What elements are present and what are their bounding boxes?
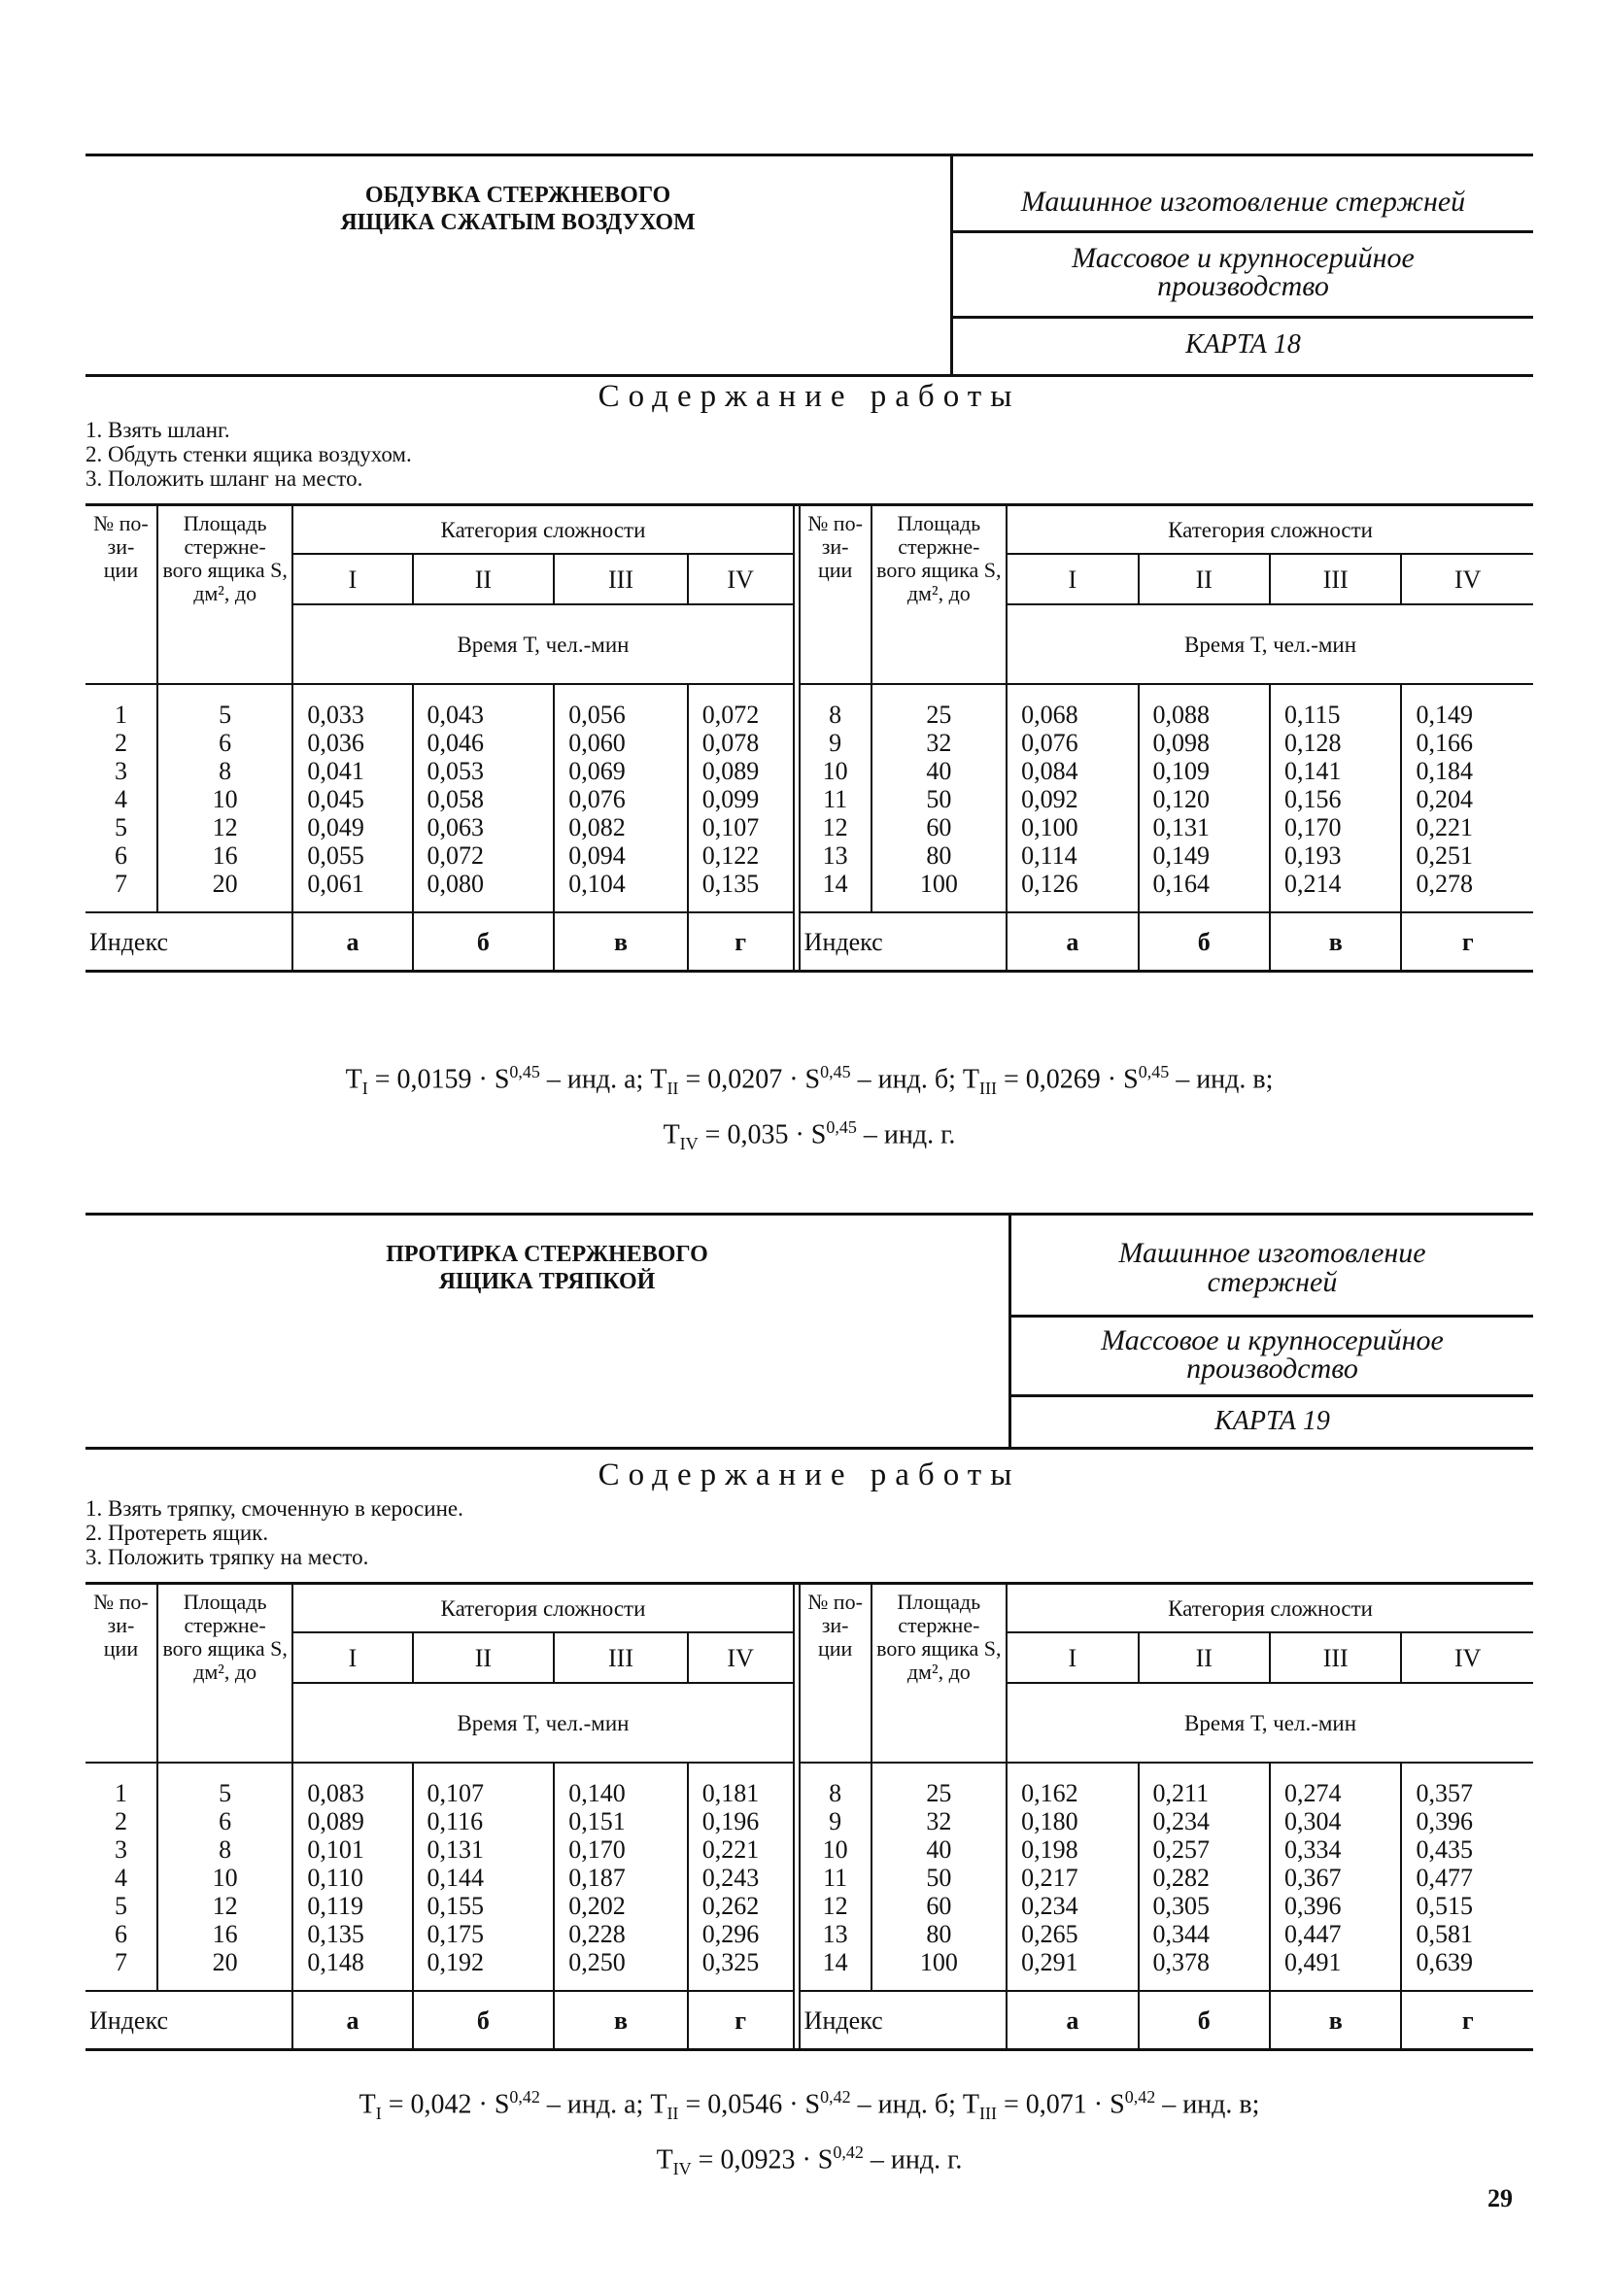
divider <box>1011 1394 1533 1397</box>
position-number: 3 <box>114 757 127 785</box>
time-value: 0,334 <box>1284 1835 1342 1864</box>
category-label: IV <box>688 554 794 604</box>
time-value: 0,114 <box>1021 841 1077 870</box>
area-value: 10 <box>212 1864 238 1892</box>
area-value: 6 <box>219 1807 232 1835</box>
time-value: 0,639 <box>1416 1948 1473 1976</box>
area-value: 100 <box>919 1948 958 1976</box>
time-value: 0,202 <box>568 1892 626 1920</box>
category-label: II <box>1139 554 1270 604</box>
coefficient: 0,035 <box>727 1119 789 1150</box>
time-value: 0,131 <box>427 1835 485 1864</box>
time-value: 0,196 <box>701 1807 760 1835</box>
time-value: 0,088 <box>1152 701 1211 729</box>
index-letter: в <box>1270 912 1401 972</box>
index-letter: г <box>735 927 747 956</box>
card-title <box>85 182 950 236</box>
index-ref: инд. г. <box>883 1119 956 1150</box>
time-value: 0,211 <box>1152 1779 1210 1807</box>
area-value: 16 <box>212 1920 238 1948</box>
formula-subscript: II <box>666 2103 679 2123</box>
spec-line: стержней <box>1207 1266 1338 1298</box>
norms-table <box>85 503 1533 973</box>
time-value: 0,043 <box>427 701 485 729</box>
category-label: III <box>554 554 688 604</box>
position-number: 8 <box>829 1779 842 1807</box>
time-value: 0,109 <box>1152 757 1211 785</box>
position-number: 4 <box>114 785 127 813</box>
table-row <box>85 1763 1533 1991</box>
card-spec-block <box>950 156 1533 374</box>
time-value: 0,180 <box>1021 1807 1078 1835</box>
step-item: 2. Протереть ящик. <box>85 1521 269 1545</box>
area-value: 12 <box>212 813 238 841</box>
card-19 <box>85 1213 1533 2178</box>
time-value: 0,221 <box>1416 813 1473 841</box>
work-steps <box>85 418 412 491</box>
index-ref: инд. в; <box>1182 2089 1260 2120</box>
time-value: 0,447 <box>1284 1920 1342 1948</box>
time-value: 0,581 <box>1416 1920 1473 1948</box>
time-value: 0,198 <box>1021 1835 1078 1864</box>
time-value: 0,061 <box>307 870 364 898</box>
exponent: 0,42 <box>833 2142 864 2162</box>
area-value: 32 <box>926 729 952 757</box>
time-value: 0,099 <box>701 785 760 813</box>
category-label: II <box>1139 1632 1270 1683</box>
col-header-area: Площадь стержне- вого ящика S, дм², до <box>157 1584 293 1764</box>
card-header <box>85 154 1533 377</box>
work-heading: Содержание работы <box>598 1457 1021 1492</box>
position-number: 2 <box>114 729 127 757</box>
time-value: 0,089 <box>307 1807 364 1835</box>
area-value: 6 <box>219 729 232 757</box>
col-header-category: Категория сложности <box>292 1584 793 1633</box>
index-ref: инд. б; <box>877 2089 956 2120</box>
exponent: 0,45 <box>1138 1062 1170 1081</box>
formula-subscript: I <box>375 2103 382 2123</box>
time-value: 0,515 <box>1416 1892 1473 1920</box>
time-value: 0,119 <box>307 1892 363 1920</box>
col-header-category: Категория сложности <box>1007 505 1533 555</box>
exponent: 0,42 <box>509 2087 540 2107</box>
step-item: 1. Взять шланг. <box>85 418 230 442</box>
time-value: 0,140 <box>568 1779 626 1807</box>
time-value: 0,262 <box>701 1892 760 1920</box>
time-value: 0,141 <box>1284 757 1342 785</box>
position-number: 5 <box>114 813 127 841</box>
step-item: 3. Положить тряпку на место. <box>85 1545 369 1569</box>
time-value: 0,214 <box>1284 870 1342 898</box>
time-value: 0,204 <box>1416 785 1473 813</box>
position-number: 1 <box>114 701 127 729</box>
area-value: 50 <box>926 1864 952 1892</box>
time-value: 0,089 <box>701 757 760 785</box>
time-unit-label: Время Т, чел.-мин <box>457 1710 630 1735</box>
time-value: 0,170 <box>568 1835 626 1864</box>
coefficient: 0,071 <box>1025 2089 1087 2120</box>
time-value: 0,056 <box>568 701 626 729</box>
exponent: 0,42 <box>1124 2087 1156 2107</box>
position-number: 7 <box>114 1948 127 1976</box>
formula-block <box>85 1052 1533 1163</box>
work-heading: Содержание работы <box>598 379 1021 414</box>
time-value: 0,234 <box>1152 1807 1211 1835</box>
time-value: 0,148 <box>307 1948 364 1976</box>
card-number: КАРТА 19 <box>1214 1406 1330 1436</box>
time-value: 0,251 <box>1416 841 1473 870</box>
time-value: 0,045 <box>307 785 364 813</box>
position-number: 13 <box>822 841 848 870</box>
formula-line: $T_{IV} = 0,0923 \cdot S^{0,42}$ – инд. г. <box>656 2142 963 2178</box>
exponent: 0,45 <box>509 1062 540 1081</box>
index-letter: а <box>1007 1991 1138 2050</box>
area-value: 50 <box>926 785 952 813</box>
time-value: 0,274 <box>1284 1779 1342 1807</box>
time-value: 0,033 <box>307 701 364 729</box>
step-item: 2. Обдуть стенки ящика воздухом. <box>85 442 412 466</box>
time-value: 0,053 <box>427 757 485 785</box>
col-header-category: Категория сложности <box>1007 1584 1533 1633</box>
index-label: Индекс <box>85 912 292 972</box>
col-header-position: № по- зи- ции <box>85 1584 157 1764</box>
time-value: 0,325 <box>701 1948 760 1976</box>
card-number: КАРТА 18 <box>1185 329 1301 360</box>
time-value: 0,435 <box>1416 1835 1473 1864</box>
position-number: 12 <box>822 813 848 841</box>
time-value: 0,041 <box>307 757 364 785</box>
area-value: 16 <box>212 841 238 870</box>
index-letter: г <box>735 2005 747 2035</box>
index-label: Индекс <box>800 1991 1007 2050</box>
time-value: 0,131 <box>1152 813 1211 841</box>
coefficient: 0,0546 <box>707 2089 783 2120</box>
time-value: 0,063 <box>427 813 485 841</box>
time-value: 0,187 <box>568 1864 626 1892</box>
area-value: 25 <box>926 1779 952 1807</box>
spec-production-scale: Массовое и крупносерийное производство <box>1101 1324 1444 1385</box>
time-value: 0,181 <box>701 1779 760 1807</box>
time-value: 0,291 <box>1021 1948 1078 1976</box>
formula-subscript: I <box>361 1078 368 1098</box>
col-header-position: № по- зи- ции <box>800 505 871 685</box>
time-unit-label: Время Т, чел.-мин <box>1184 1710 1357 1735</box>
area-value: 60 <box>926 1892 952 1920</box>
area-value: 80 <box>926 841 952 870</box>
position-number: 9 <box>829 1807 842 1835</box>
time-value: 0,128 <box>1284 729 1342 757</box>
time-value: 0,243 <box>701 1864 760 1892</box>
col-header-area: Площадь стержне- вого ящика S, дм², до <box>871 1584 1008 1764</box>
area-value: 20 <box>212 870 238 898</box>
coefficient: 0,042 <box>410 2089 472 2120</box>
time-value: 0,193 <box>1284 841 1342 870</box>
time-value: 0,305 <box>1152 1892 1211 1920</box>
formula-line: $T_I = 0,0159 \cdot S^{0,45}$ – инд. а; $T_{II} = 0,0207 \cdot S^{0,45}$ – инд. б; $T_{III} = 0,0269 \cdot S^{0,45}$ – инд. в; <box>345 1062 1274 1098</box>
time-value: 0,069 <box>568 757 626 785</box>
time-value: 0,135 <box>307 1920 364 1948</box>
time-value: 0,072 <box>701 701 760 729</box>
time-value: 0,156 <box>1284 785 1342 813</box>
time-value: 0,304 <box>1284 1807 1342 1835</box>
area-value: 80 <box>926 1920 952 1948</box>
time-value: 0,135 <box>701 870 760 898</box>
area-value: 25 <box>926 701 952 729</box>
title-line: ОБДУВКА СТЕРЖНЕВОГО <box>364 183 671 208</box>
area-value: 40 <box>926 1835 952 1864</box>
area-value: 20 <box>212 1948 238 1976</box>
page-number: 29 <box>1487 2184 1513 2212</box>
title-line: ЯЩИКА СЖАТЫМ ВОЗДУХОМ <box>340 210 696 235</box>
position-number: 7 <box>114 870 127 898</box>
index-ref: инд. а; <box>566 2089 644 2120</box>
title-line: ПРОТИРКА СТЕРЖНЕВОГО <box>386 1242 708 1267</box>
time-value: 0,049 <box>307 813 364 841</box>
category-label: I <box>1007 1632 1138 1683</box>
index-ref: инд. б; <box>877 1064 956 1095</box>
category-label: I <box>1007 554 1138 604</box>
position-number: 8 <box>829 701 842 729</box>
divider <box>953 230 1533 233</box>
position-number: 9 <box>829 729 842 757</box>
area-value: 8 <box>219 1835 232 1864</box>
area-value: 5 <box>219 701 232 729</box>
coefficient: 0,0269 <box>1025 1064 1101 1095</box>
formula-line: $T_I = 0,042 \cdot S^{0,42}$ – инд. а; $T_{II} = 0,0546 \cdot S^{0,42}$ – инд. б; $T_{III} = 0,071 \cdot S^{0,42}$ – инд. в; <box>359 2087 1260 2123</box>
work-steps <box>85 1496 463 1569</box>
time-value: 0,170 <box>1284 813 1342 841</box>
category-label: I <box>292 554 412 604</box>
spec-production-type <box>1011 1239 1533 1297</box>
area-value: 12 <box>212 1892 238 1920</box>
time-value: 0,184 <box>1416 757 1473 785</box>
time-value: 0,250 <box>568 1948 626 1976</box>
time-value: 0,076 <box>568 785 626 813</box>
time-value: 0,122 <box>701 841 760 870</box>
time-value: 0,036 <box>307 729 364 757</box>
position-number: 14 <box>822 870 848 898</box>
position-number: 5 <box>114 1892 127 1920</box>
index-ref: инд. в; <box>1196 1064 1274 1095</box>
card-18 <box>85 154 1533 1153</box>
position-number: 3 <box>114 1835 127 1864</box>
category-label: III <box>1270 554 1401 604</box>
index-letter: а <box>1007 912 1138 972</box>
time-value: 0,060 <box>568 729 626 757</box>
index-ref: инд. а; <box>566 1064 644 1095</box>
index-letter: б <box>413 1991 555 2050</box>
time-value: 0,367 <box>1284 1864 1342 1892</box>
time-value: 0,378 <box>1152 1948 1211 1976</box>
time-value: 0,166 <box>1416 729 1473 757</box>
position-number: 6 <box>114 1920 127 1948</box>
time-value: 0,257 <box>1152 1835 1211 1864</box>
col-header-area: Площадь стержне- вого ящика S, дм², до <box>157 505 293 685</box>
time-value: 0,344 <box>1152 1920 1211 1948</box>
title-line: ЯЩИКА ТРЯПКОЙ <box>438 1269 656 1294</box>
time-value: 0,104 <box>568 870 626 898</box>
time-unit-label: Время Т, чел.-мин <box>1184 632 1357 657</box>
time-value: 0,107 <box>427 1779 485 1807</box>
position-number: 6 <box>114 841 127 870</box>
index-ref: инд. г. <box>890 2144 963 2176</box>
area-value: 40 <box>926 757 952 785</box>
col-header-area: Площадь стержне- вого ящика S, дм², до <box>871 505 1008 685</box>
position-number: 14 <box>822 1948 848 1976</box>
time-value: 0,058 <box>427 785 485 813</box>
formula-subscript: III <box>979 1078 997 1098</box>
area-value: 60 <box>926 813 952 841</box>
time-value: 0,234 <box>1021 1892 1078 1920</box>
step-item: 3. Положить шланг на место. <box>85 466 363 491</box>
position-number: 13 <box>822 1920 848 1948</box>
formula-line: $T_{IV} = 0,035 \cdot S^{0,45}$ – инд. г. <box>663 1116 956 1153</box>
time-value: 0,296 <box>701 1920 760 1948</box>
time-value: 0,072 <box>427 841 485 870</box>
time-value: 0,082 <box>568 813 626 841</box>
time-value: 0,164 <box>1152 870 1211 898</box>
time-value: 0,477 <box>1416 1864 1473 1892</box>
category-label: IV <box>688 1632 794 1683</box>
time-value: 0,149 <box>1416 701 1473 729</box>
time-value: 0,092 <box>1021 785 1078 813</box>
time-value: 0,217 <box>1021 1864 1078 1892</box>
position-number: 12 <box>822 1892 848 1920</box>
divider <box>1011 1315 1533 1318</box>
time-value: 0,084 <box>1021 757 1078 785</box>
time-value: 0,110 <box>307 1864 363 1892</box>
time-value: 0,144 <box>427 1864 485 1892</box>
time-value: 0,076 <box>1021 729 1078 757</box>
spec-production-type: Машинное изготовление стержней <box>1020 186 1466 218</box>
position-number: 1 <box>114 1779 127 1807</box>
position-number: 10 <box>822 757 848 785</box>
col-header-position: № по- зи- ции <box>800 1584 871 1764</box>
time-value: 0,101 <box>307 1835 364 1864</box>
formula-block <box>85 2077 1533 2188</box>
category-label: II <box>413 554 555 604</box>
time-value: 0,162 <box>1021 1779 1078 1807</box>
coefficient: 0,0207 <box>707 1064 783 1095</box>
area-value: 10 <box>212 785 238 813</box>
index-letter: г <box>1461 927 1474 956</box>
category-label: III <box>554 1632 688 1683</box>
card-title <box>85 1241 1008 1295</box>
category-label: II <box>413 1632 555 1683</box>
index-letter: б <box>413 912 555 972</box>
position-number: 4 <box>114 1864 127 1892</box>
index-letter: б <box>1139 1991 1270 2050</box>
time-unit-label: Время Т, чел.-мин <box>457 632 630 657</box>
col-header-position: № по- зи- ции <box>85 505 157 685</box>
position-number: 10 <box>822 1835 848 1864</box>
time-value: 0,278 <box>1416 870 1473 898</box>
index-label: Индекс <box>800 912 1007 972</box>
spec-production-scale: Массовое и крупносерийное производство <box>1072 242 1415 302</box>
index-letter: а <box>292 912 412 972</box>
card-header <box>85 1213 1533 1450</box>
index-letter: б <box>1139 912 1270 972</box>
time-value: 0,282 <box>1152 1864 1211 1892</box>
col-header-category: Категория сложности <box>292 505 793 555</box>
area-value: 8 <box>219 757 232 785</box>
index-letter: г <box>1461 2005 1474 2035</box>
formula-subscript: IV <box>679 1133 699 1153</box>
time-value: 0,055 <box>307 841 364 870</box>
time-value: 0,098 <box>1152 729 1211 757</box>
time-value: 0,265 <box>1021 1920 1078 1948</box>
time-value: 0,126 <box>1021 870 1078 898</box>
formula-subscript: IV <box>672 2158 692 2178</box>
area-value: 32 <box>926 1807 952 1835</box>
time-value: 0,080 <box>427 870 485 898</box>
formula-subscript: III <box>979 2103 997 2123</box>
coefficient: 0,0159 <box>396 1064 472 1095</box>
position-number: 2 <box>114 1807 127 1835</box>
time-value: 0,155 <box>427 1892 485 1920</box>
time-value: 0,228 <box>568 1920 626 1948</box>
time-value: 0,068 <box>1021 701 1078 729</box>
time-value: 0,116 <box>427 1807 484 1835</box>
category-label: IV <box>1401 1632 1533 1683</box>
step-item: 1. Взять тряпку, смоченную в керосине. <box>85 1496 463 1521</box>
index-letter: а <box>292 1991 412 2050</box>
exponent: 0,45 <box>826 1116 857 1137</box>
time-value: 0,115 <box>1284 701 1341 729</box>
time-value: 0,078 <box>701 729 760 757</box>
norms-table <box>85 1582 1533 2051</box>
time-value: 0,221 <box>701 1835 760 1864</box>
index-letter: в <box>1270 1991 1401 2050</box>
time-value: 0,357 <box>1416 1779 1473 1807</box>
time-value: 0,175 <box>427 1920 485 1948</box>
area-value: 5 <box>219 1779 232 1807</box>
time-value: 0,396 <box>1416 1807 1473 1835</box>
time-value: 0,120 <box>1152 785 1211 813</box>
time-value: 0,149 <box>1152 841 1211 870</box>
formula-subscript: II <box>666 1078 679 1098</box>
time-value: 0,491 <box>1284 1948 1342 1976</box>
time-value: 0,192 <box>427 1948 485 1976</box>
time-value: 0,107 <box>701 813 760 841</box>
position-number: 11 <box>823 1864 848 1892</box>
index-label: Индекс <box>85 1991 292 2050</box>
position-number: 11 <box>823 785 848 813</box>
time-value: 0,094 <box>568 841 626 870</box>
time-value: 0,100 <box>1021 813 1078 841</box>
time-value: 0,396 <box>1284 1892 1342 1920</box>
exponent: 0,42 <box>820 2087 851 2107</box>
card-spec-block <box>1008 1216 1533 1447</box>
index-letter: в <box>554 1991 688 2050</box>
area-value: 100 <box>919 870 958 898</box>
table-row <box>85 684 1533 912</box>
divider <box>953 316 1533 319</box>
exponent: 0,45 <box>820 1062 851 1081</box>
time-value: 0,151 <box>568 1807 626 1835</box>
time-value: 0,083 <box>307 1779 364 1807</box>
spec-line: Машинное изготовление <box>1118 1237 1426 1269</box>
time-value: 0,046 <box>427 729 485 757</box>
coefficient: 0,0923 <box>720 2144 796 2176</box>
index-letter: в <box>554 912 688 972</box>
category-label: I <box>292 1632 412 1683</box>
category-label: IV <box>1401 554 1533 604</box>
category-label: III <box>1270 1632 1401 1683</box>
